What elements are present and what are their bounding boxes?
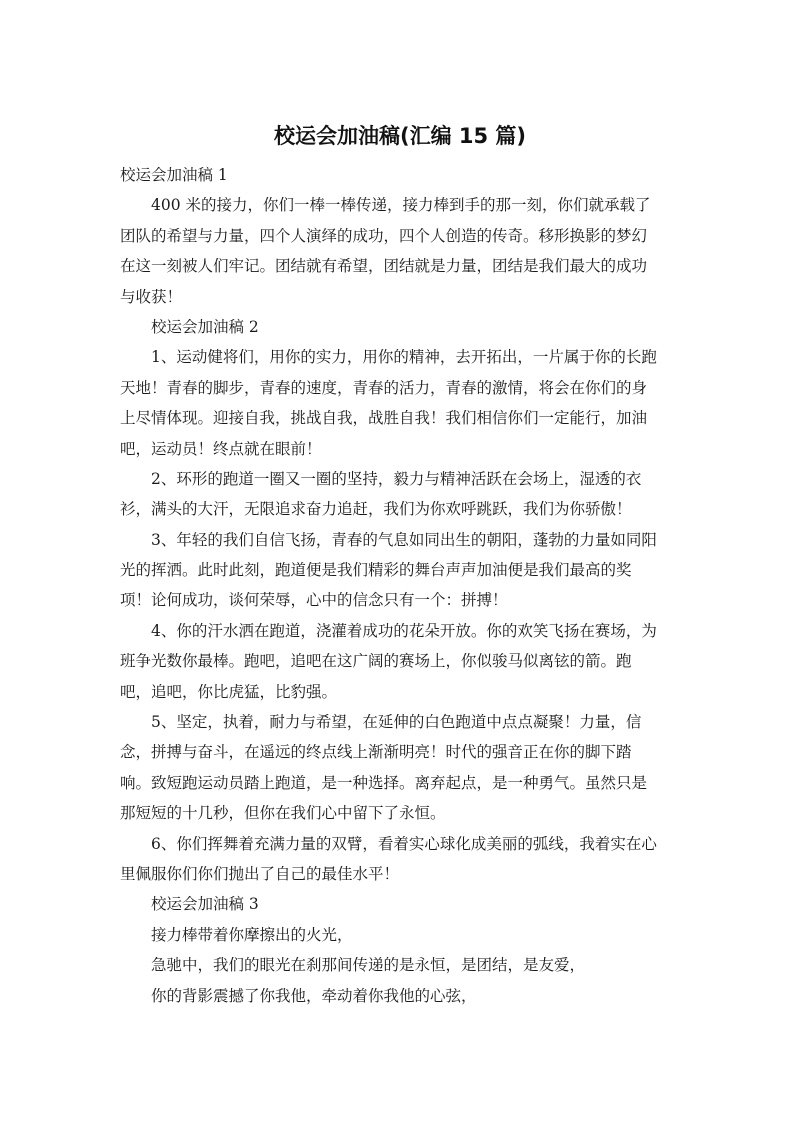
paragraph-line: 上尽情体现。迎接自我，挑战自我，战胜自我！我们相信你们一定能行，加油 xyxy=(120,409,648,428)
document-title: 校运会加油稿(汇编 15 篇) xyxy=(273,124,527,148)
paragraph-line: 6、你们挥舞着充满力量的双臂，看着实心球化成美丽的弧线，我着实在心 xyxy=(151,834,657,853)
paragraph-line: 光的挥洒。此时此刻，跑道便是我们精彩的舞台声声加油便是我们最高的奖 xyxy=(120,561,632,580)
paragraph-line: 2、环形的跑道一圈又一圈的坚持，毅力与精神活跃在会场上，湿透的衣 xyxy=(151,469,642,488)
paragraph-line: 你的背影震撼了你我他，牵动着你我他的心弦， xyxy=(151,986,477,1005)
paragraph-line: 5、坚定，执着，耐力与希望，在延伸的白色跑道中点点凝聚！力量，信 xyxy=(151,713,642,732)
paragraph-line: 班争光数你最棒。跑吧，追吧在这广阔的赛场上，你似骏马似离铉的箭。跑 xyxy=(120,652,632,671)
paragraph-line: 1、运动健将们，用你的实力，用你的精神，去开拓出，一片属于你的长跑 xyxy=(151,348,657,367)
paragraph-line: 吧，追吧，你比虎猛，比豹强。 xyxy=(120,682,338,701)
section-heading: 校运会加油稿 3 xyxy=(151,895,259,914)
paragraph-line: 接力棒带着你摩擦出的火光， xyxy=(151,925,353,944)
paragraph-line: 衫，满头的大汗，无限追求奋力追赶，我们为你欢呼跳跃，我们为你骄傲！ xyxy=(120,500,632,519)
section-heading: 校运会加油稿 1 xyxy=(120,166,228,184)
paragraph-line: 那短短的十几秒，但你在我们心中留下了永恒。 xyxy=(120,804,446,823)
paragraph-line: 团队的希望与力量，四个人演绎的成功，四个人创造的传奇。移形换影的梦幻 xyxy=(120,226,648,245)
paragraph-line: 400 米的接力，你们一棒一棒传递，接力棒到手的那一刻，你们就承载了 xyxy=(151,196,651,215)
paragraph-line: 3、年轻的我们自信飞扬，青春的气息如同出生的朝阳，蓬勃的力量如同阳 xyxy=(151,530,657,549)
paragraph-line: 里佩服你们你们抛出了自己的最佳水平！ xyxy=(120,864,400,883)
paragraph-line: 念，拼搏与奋斗，在遥远的终点线上渐渐明亮！时代的强音正在你的脚下踏 xyxy=(120,743,632,762)
paragraph-line: 4、你的汗水洒在跑道，浇灌着成功的花朵开放。你的欢笑飞扬在赛场，为 xyxy=(151,621,657,640)
paragraph-line: 响。致短跑运动员踏上跑道，是一种选择。离弃起点，是一种勇气。虽然只是 xyxy=(120,773,648,792)
document-body xyxy=(120,160,682,1011)
paragraph-line: 项！论何成功，谈何荣辱，心中的信念只有一个：拼搏！ xyxy=(120,591,508,610)
section-heading: 校运会加油稿 2 xyxy=(151,317,259,336)
paragraph-line: 天地！青春的脚步，青春的速度，青春的活力，青春的激情，将会在你们的身 xyxy=(120,378,648,397)
paragraph-line: 与收获！ xyxy=(120,287,183,306)
paragraph-line: 在这一刻被人们牢记。团结就有希望，团结就是力量，团结是我们最大的成功 xyxy=(120,257,648,276)
paragraph-line: 急驰中，我们的眼光在刹那间传递的是永恒，是团结，是友爱， xyxy=(151,956,586,975)
paragraph-line: 吧，运动员！终点就在眼前！ xyxy=(120,439,322,458)
